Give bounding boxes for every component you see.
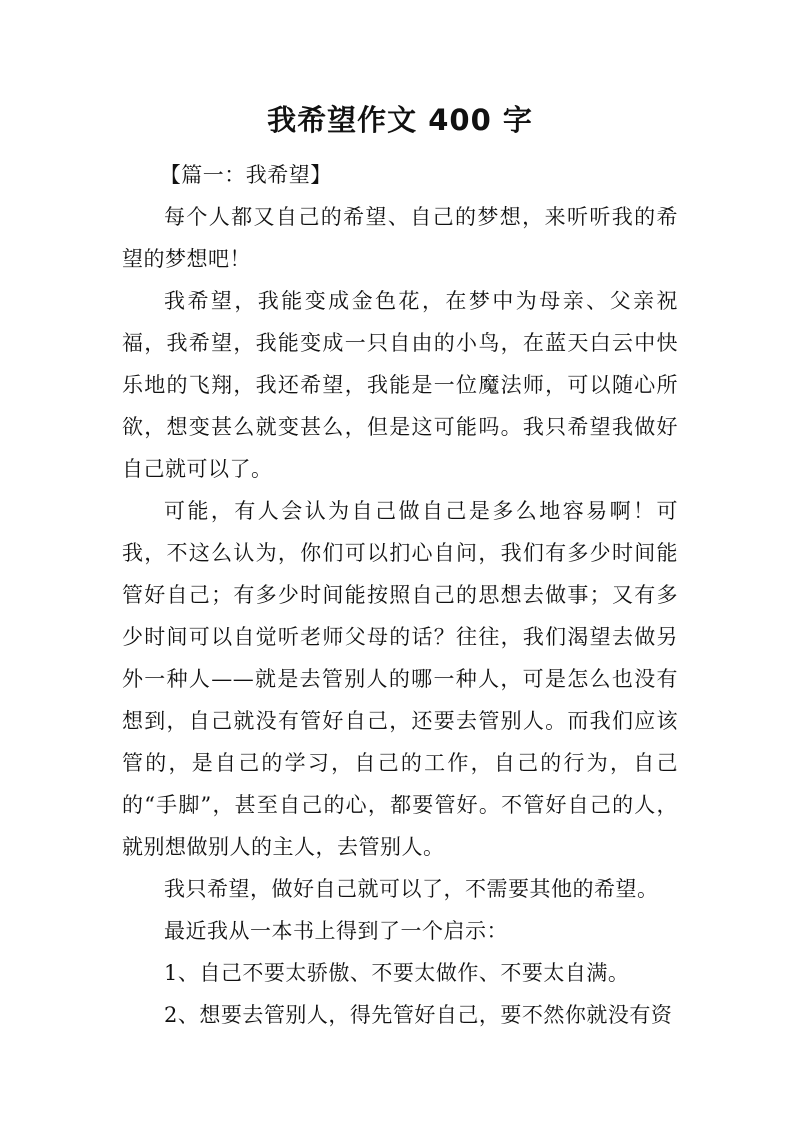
paragraph-self-management: 可能，有人会认为自己做自己是多么地容易啊！可我，不这么认为，你们可以扪心自问，我们有多少时间能管好自己；有多少时间能按照自己的思想去做事；又有多少时间可以自觉听老师父母的话？往往，我们渴望去做另外一种人——就是去管别人的哪一种人，可是怎么也没有想到，自己就没有管好自己，还要去管别人。而我们应该管的，是自己的学习，自己的工作，自己的行为，自己的“手脚”，甚至自己的心，都要管好。不管好自己的人，就别想做别人的主人，去管别人。	[122, 499, 678, 859]
paragraph-intro: 每个人都又自己的希望、自己的梦想，来听听我的希望的梦想吧！	[122, 205, 678, 271]
document-title: 我希望作文 400 字	[267, 103, 533, 137]
paragraph-wishes: 我希望，我能变成金色花，在梦中为母亲、父亲祝福，我希望，我能变成一只自由的小鸟，在蓝天白云中快乐地的飞翔，我还希望，我能是一位魔法师，可以随心所欲，想变甚么就变甚么，但是这可能吗。我只希望我做好自己就可以了。	[122, 289, 678, 481]
document-body	[122, 154, 678, 1036]
list-item-1: 1、自己不要太骄傲、不要太做作、不要太自满。	[164, 961, 630, 985]
section-heading: 【篇一：我希望】	[159, 163, 332, 187]
list-item-2: 2、想要去管别人，得先管好自己，要不然你就没有资	[164, 1003, 673, 1027]
paragraph-inspiration: 最近我从一本书上得到了一个启示：	[164, 919, 508, 943]
paragraph-only-wish: 我只希望，做好自己就可以了，不需要其他的希望。	[164, 877, 659, 901]
